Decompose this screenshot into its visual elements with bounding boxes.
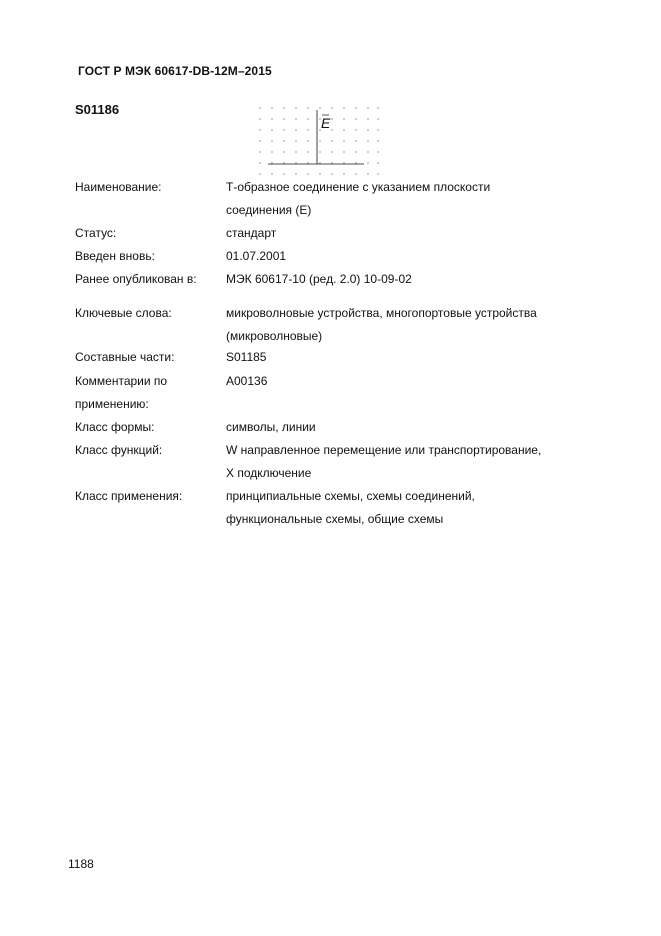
- field-value-line: X подключение: [226, 466, 312, 480]
- field-label: [75, 268, 225, 291]
- field-label-line: применению:: [75, 397, 149, 411]
- field-label: [75, 222, 225, 245]
- field-label: [75, 302, 225, 325]
- field-value-line: соединения (E): [226, 203, 312, 217]
- field-label: [75, 245, 225, 268]
- field-value-line: функциональные схемы, общие схемы: [226, 512, 444, 526]
- document-header-title: ГОСТ Р МЭК 60617-DB-12M–2015: [78, 64, 272, 78]
- field-value-line: (микроволновые): [226, 329, 323, 343]
- field-value: [226, 302, 586, 348]
- field-value: [226, 439, 586, 485]
- field-label-line: Введен вновь:: [75, 249, 155, 263]
- field-label-line: Составные части:: [75, 350, 175, 364]
- field-value-line: W направленное перемещение или транспортирование,: [226, 443, 542, 457]
- field-label-line: Класс применения:: [75, 489, 183, 503]
- field-value-line: принципиальные схемы, схемы соединений,: [226, 489, 475, 503]
- field-value: [226, 222, 586, 245]
- field-label: [75, 439, 225, 462]
- field-label-line: Класс формы:: [75, 420, 155, 434]
- field-value: [226, 245, 586, 268]
- field-label: [75, 485, 225, 508]
- field-value-line: МЭК 60617-10 (ред. 2.0) 10-09-02: [226, 272, 412, 286]
- field-label-line: Класс функций:: [75, 443, 163, 457]
- field-value: [226, 370, 586, 393]
- symbol-code: S01186: [75, 102, 120, 117]
- field-label-line: Наименование:: [75, 180, 162, 194]
- field-value-line: микроволновые устройства, многопортовые устройства: [226, 306, 537, 320]
- page-number: 1188: [68, 857, 94, 871]
- field-label: [75, 370, 225, 416]
- field-value-line: Т-образное соединение с указанием плоскости: [226, 180, 491, 194]
- field-value: [226, 346, 586, 369]
- field-label: [75, 176, 225, 199]
- field-label: [75, 346, 225, 369]
- field-value: [226, 485, 586, 531]
- field-label-line: Ключевые слова:: [75, 306, 172, 320]
- field-label: [75, 416, 225, 439]
- field-value-line: стандарт: [226, 226, 277, 240]
- field-value: [226, 268, 586, 291]
- field-value: [226, 176, 586, 222]
- field-value-line: A00136: [226, 374, 268, 388]
- field-value-line: символы, линии: [226, 420, 316, 434]
- symbol-letter: E: [321, 115, 331, 131]
- field-label-line: Ранее опубликован в:: [75, 272, 197, 286]
- field-label-line: Статус:: [75, 226, 117, 240]
- field-value: [226, 416, 586, 439]
- field-value-line: S01185: [226, 350, 267, 364]
- field-value-line: 01.07.2001: [226, 249, 287, 263]
- field-label-line: Комментарии по: [75, 374, 168, 388]
